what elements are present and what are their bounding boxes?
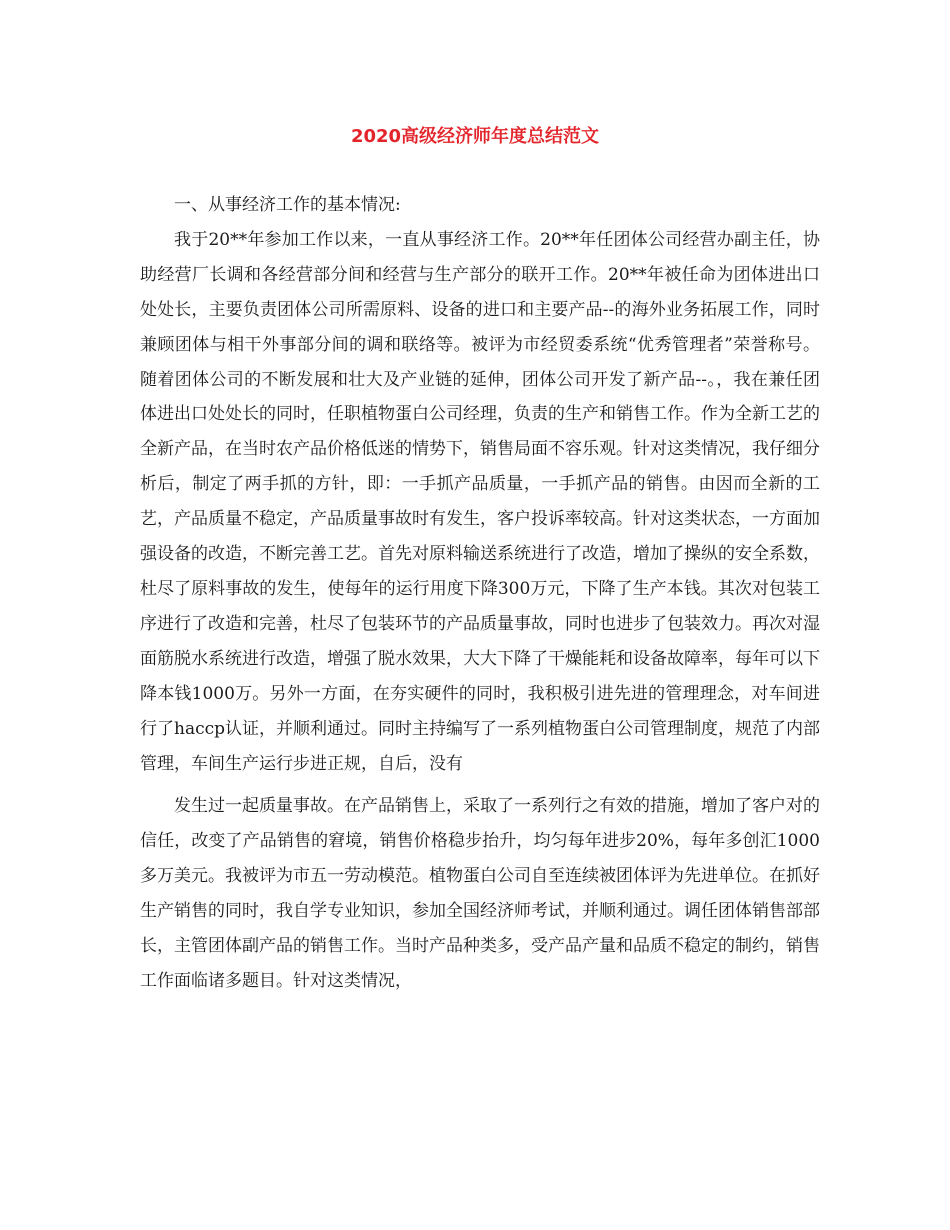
document-body bbox=[140, 188, 820, 999]
document-title: 2020高级经济师年度总结范文 bbox=[350, 126, 600, 147]
body-paragraph: 发生过一起质量事故。在产品销售上，采取了一系列行之有效的措施，增加了客户对的信任，改变了产品销售的窘境，销售价格稳步抬升，均匀每年进步20%，每年多创汇1000多万美元。我被评为市五一劳动模范。植物蛋白公司自至连续被团体评为先进单位。在抓好生产销售的同时，我自学专业知识，参加全国经济师考试，并顺利通过。调任团体销售部部长，主管团体副产品的销售工作。当时产品种类多，受产品产量和品质不稳定的制约，销售工作面临诸多题目。针对这类情况， bbox=[140, 796, 820, 991]
section-heading: 一、从事经济工作的基本情况: bbox=[174, 195, 401, 215]
body-paragraph: 我于20**年参加工作以来，一直从事经济工作。20**年任团体公司经营办副主任，协助经营厂长调和各经营部分间和经营与生产部分的联开工作。20**年被任命为团体进出口处处长，主要负责团体公司所需原料、设备的进口和主要产品--的海外业务拓展工作，同时兼顾团体与相干外事部分间的调和联络等。被评为市经贸委系统“优秀管理者”荣誉称号。随着团体公司的不断发展和壮大及产业链的延伸，团体公司开发了新产品--。，我在兼任团体进出口处处长的同时，任职植物蛋白公司经理，负责的生产和销售工作。作为全新工艺的全新产品，在当时农产品价格低迷的情势下，销售局面不容乐观。针对这类情况，我仔细分析后，制定了两手抓的方针，即：一手抓产品质量，一手抓产品的销售。由因而全新的工艺，产品质量不稳定，产品质量事故时有发生，客户投诉率较高。针对这类状态，一方面加强设备的改造，不断完善工艺。首先对原料输送系统进行了改造，增加了操纵的安全系数，杜尽了原料事故的发生，使每年的运行用度下降300万元，下降了生产本钱。其次对包装工序进行了改造和完善，杜尽了包装环节的产品质量事故，同时也进步了包装效力。再次对湿面筋脱水系统进行改造，增强了脱水效果，大大下降了干燥能耗和设备故障率，每年可以下降本钱1000万。另外一方面，在夯实硬件的同时，我积极引进先进的管理理念，对车间进行了haccp认证，并顺利通过。同时主持编写了一系列植物蛋白公司管理制度，规范了内部管理，车间生产运行步进正规，自后，没有 bbox=[140, 229, 821, 774]
